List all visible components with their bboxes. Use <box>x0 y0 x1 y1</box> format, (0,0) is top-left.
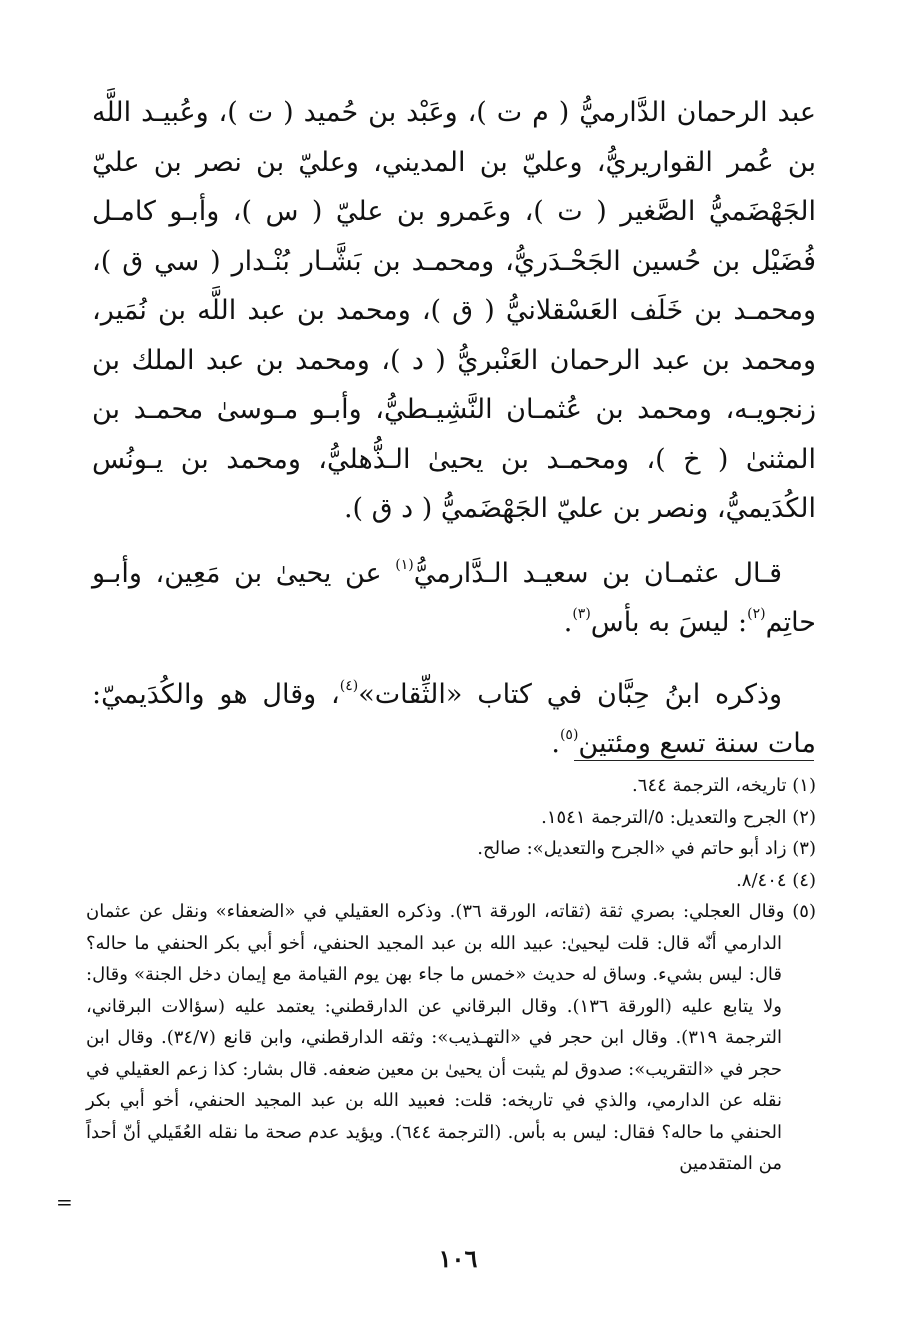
footnote-1: (١) تاريخه، الترجمة ٦٤٤. <box>632 775 816 796</box>
main-text <box>92 88 816 769</box>
footnote-ref-1[interactable]: (١) <box>395 556 414 573</box>
footnote-ref-3[interactable]: (٣) <box>572 606 591 622</box>
paragraph-darimi-quote <box>92 549 816 648</box>
text-segment: . <box>551 728 560 759</box>
footnote-ref-5[interactable]: (٥) <box>559 727 579 743</box>
footnote-4: (٤) ٨/٤٠٤. <box>736 869 816 891</box>
footnote-2: (٢) الجرح والتعديل: ٥/الترجمة ١٥٤١. <box>541 806 816 828</box>
footnote-ref-2[interactable]: (٢) <box>747 606 766 622</box>
paragraph-narrators: عبد الرحمان الدَّارميُّ ( م ت )، وعَبْد بن حُميد ( ت )، وعُبيـد اللَّه بن عُمر القواريريُّ، وعليّ بن المديني، وعليّ بن نصر بن عليّ الجَهْضَميُّ الصَّغير ( ت )، وعَمرو بن عليّ ( س )، وأبـو كامـل فُضَيْل بن حُسين الجَحْـدَريُّ، ومحمـد بن بَشَّـار بُنْـدار ( سي ق )، ومحمـد بن خَلَف العَسْقلانيُّ ( ق )، ومحمد بن عبد اللَّه بن نُمَير، ومحمد بن عبد الرحمان العَنْبريُّ ( د )، ومحمد بن عبد الملك بن زنجويـه، ومحمد بن عُثمـان النَّشِيـطيُّ، وأبـو مـوسىٰ محمـد بن المثنىٰ ( خ )، ومحمـد بن يحيىٰ الـذُّهليُّ، ومحمد بن يـونُس الكُدَيميُّ، ونصر بن عليّ الجَهْضَميُّ ( د ق ). <box>92 97 816 524</box>
footnote-3: (٣) زاد أبو حاتم في «الجرح والتعديل»: صالح. <box>477 838 816 859</box>
paragraph-ibn-hibban <box>92 670 816 769</box>
text-segment: . <box>563 607 573 638</box>
text-segment: قـال عثمـان بن سعيـد الـدَّارميُّ <box>413 557 782 589</box>
footnote-divider <box>574 760 814 761</box>
footnotes <box>86 770 816 1180</box>
page-number: ١٠٦ <box>438 1244 478 1273</box>
text-segment: عن يحيىٰ بن مَعِين، وأبـو حاتِم <box>92 557 816 638</box>
text-segment: : ليسَ به بأس <box>590 607 748 638</box>
continuation-mark: = <box>56 1190 73 1214</box>
footnote-ref-4[interactable]: (٤) <box>339 677 359 694</box>
text-segment: وذكره ابنُ حِبَّان في كتاب «الثِّقات» <box>358 678 783 710</box>
text-segment: ، وقال هو والكُدَيميّ: مات سنة تسع ومئتين <box>92 678 816 759</box>
footnote-5: (٥) وقال العجلي: بصري ثقة (ثقاته، الورقة ٣٦). وذكره العقيلي في «الضعفاء» ونقل عن عثمان الدارمي أنّه قال: قلت ليحيىٰ: عبيد الله بن عبد المجيد الحنفي، أخو أبي بكر الحنفي ما حاله؟ قال: ليس بشيء. وساق له حديث «خمس ما جاء بهن يوم القيامة مع إيمان دخل الجنة» وقال: ولا يتابع عليه (الورقة ١٣٦). وقال البرقاني عن الدارقطني: يعتمد عليه (سؤالات البرقاني، الترجمة ٣١٩). وقال ابن حجر في «التهـذيب»: وثقه الدارقطني، وابن قانع (٣٤/٧). وقال ابن حجر في «التقريب»: صدوق لم يثبت أن يحيىٰ بن معين ضعفه. قال بشار: كذا زعم العقيلي في نقله عن الدارمي، والذي في تاريخه: قلت: فعبيد الله بن عبد المجيد الحنفي، أخو أبي بكر الحنفي ما حاله؟ فقال: ليس به بأس. (الترجمة ٦٤٤). ويؤيد عدم صحة ما نقله العُقَيلي أنّ أحداً من المتقدمين <box>86 901 816 1174</box>
